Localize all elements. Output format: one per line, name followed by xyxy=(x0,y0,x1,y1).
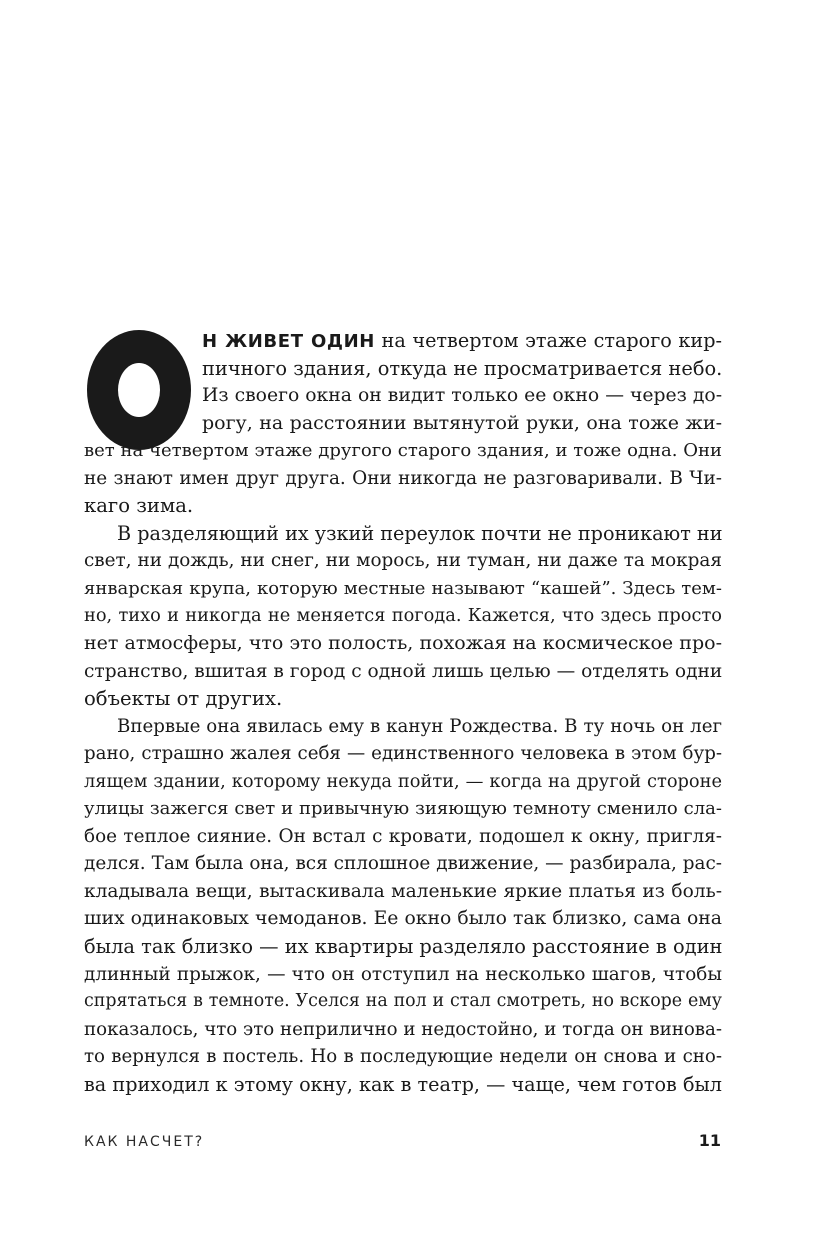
text-line: лящем здании, которому некуда пойти, — когда на другой стороне xyxy=(84,770,722,792)
text-line: но, тихо и никогда не меняется погода. Кажется, что здесь просто xyxy=(84,605,722,627)
page-number: 11 xyxy=(698,1131,721,1150)
text-line: ва приходил к этому окну, как в театр, — чаще, чем готов был xyxy=(84,1072,722,1096)
text-line: спрятаться в темноте. Уселся на пол и стал смотреть, но вскоре ему xyxy=(84,991,722,1012)
paragraph-3 xyxy=(84,713,722,1099)
text-line: вет на четвертом этаже другого старого здания, и тоже одна. Они xyxy=(84,440,722,462)
text-line: каго зима. xyxy=(84,494,194,518)
text-line: была так близко — их квартиры разделяло расстояние в один xyxy=(84,935,723,959)
text-line: улицы зажегся свет и привычную зияющую темноту сменило сла- xyxy=(84,798,722,820)
text-line: показалось, что это неприлично и недостойно, и тогда он винова- xyxy=(84,1018,722,1040)
text-line: длинный прыжок, — что он отступил на несколько шагов, чтобы xyxy=(84,963,722,985)
running-title: КАК НАСЧЕТ? xyxy=(84,1134,205,1150)
text-line: Из своего окна он видит только ее окно — через до- xyxy=(202,385,723,407)
text-line: объекты от других. xyxy=(84,687,283,711)
text-line: рано, страшно жалея себя — единственного человека в этом бур- xyxy=(84,743,722,765)
body-text xyxy=(84,327,722,1098)
text-line: Н ЖИВЕТ ОДИН на четвертом этаже старого кир- xyxy=(202,329,722,352)
text-line: пичного здания, откуда не просматривается небо. xyxy=(202,356,723,380)
text-line: странство, вшитая в город с одной лишь целью — отделять одни xyxy=(84,660,723,682)
paragraph-2 xyxy=(84,520,722,713)
text-line: январская крупа, которую местные называют “кашей”. Здесь тем- xyxy=(84,577,722,599)
text-line: делся. Там была она, вся сплошное движение, — разбирала, рас- xyxy=(84,853,722,875)
text-line: бое теплое сияние. Он встал с кровати, подошел к окну, пригля- xyxy=(84,825,722,847)
text-line: В разделяющий их узкий переулок почти не проникают ни xyxy=(117,521,723,545)
text-line: свет, ни дождь, ни снег, ни морось, ни туман, ни даже та мокрая xyxy=(84,550,722,572)
text-line: то вернулся в постель. Но в последующие недели он снова и сно- xyxy=(84,1046,722,1068)
text-line: кладывала вещи, вытаскивала маленькие яркие платья из боль- xyxy=(84,880,722,902)
text-line: ших одинаковых чемоданов. Ее окно было так близко, сама она xyxy=(84,908,722,930)
text-line: рогу, на расстоянии вытянутой руки, она тоже жи- xyxy=(202,411,722,434)
text-line: нет атмосферы, что это полость, похожая на космическое про- xyxy=(84,632,722,655)
text-line: не знают имен друг друга. Они никогда не разговаривали. В Чи- xyxy=(84,467,722,489)
lead-in-caps: Н ЖИВЕТ ОДИН xyxy=(202,331,375,352)
text-line: Впервые она явилась ему в канун Рождества. В ту ночь он лег xyxy=(117,715,722,737)
paragraph-1 xyxy=(84,327,722,437)
